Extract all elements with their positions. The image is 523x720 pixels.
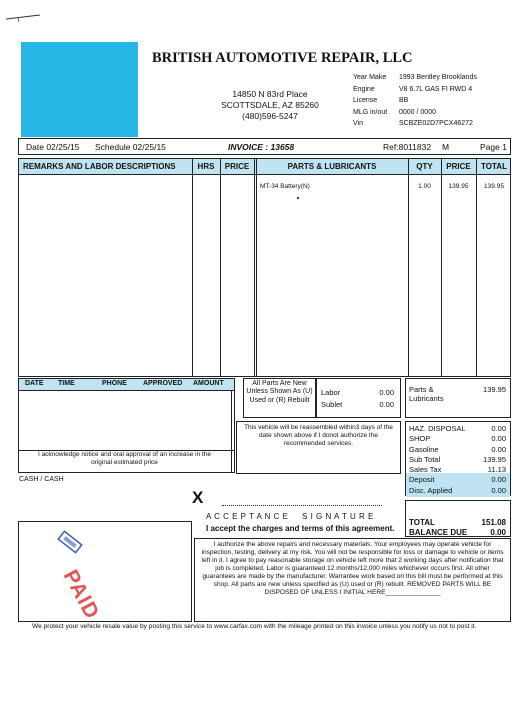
balance-due-value: 0.00 — [490, 528, 506, 537]
charge-value: 11.13 — [487, 465, 506, 475]
logo-block — [21, 42, 138, 137]
reassemble-notice: This vehicle will be reassembled within3 days of the date shown above if I donot authorize the recommended services. — [244, 424, 393, 447]
vehicle-values — [399, 72, 477, 130]
approval-col-phone: PHONE — [102, 380, 127, 387]
charge-label: Sales Tax — [409, 465, 442, 475]
shop-address-line1: 14850 N 83rd Place — [232, 89, 308, 99]
charge-label: SHOP — [409, 434, 431, 444]
shop-address-line2: SCOTTSDALE, AZ 85260 — [221, 100, 319, 111]
shop-name: BRITISH AUTOMOTIVE REPAIR, LLC — [152, 50, 413, 66]
balance-due-label: BALANCE DUE — [409, 528, 468, 537]
col-part-price: PRICE — [446, 162, 471, 171]
charge-value: 0.00 — [491, 485, 506, 495]
speck — [297, 197, 299, 199]
invoice-bar — [18, 138, 511, 155]
part-qty: 1.00 — [418, 183, 431, 190]
vehicle-mileage: 0000 / 0000 — [399, 108, 436, 116]
sublet-label: Sublet — [321, 400, 343, 409]
labor-value: 0.00 — [379, 388, 394, 397]
col-total: TOTAL — [481, 162, 507, 171]
parts-lubricants-value: 139.95 — [483, 385, 506, 394]
charge-value: 0.00 — [491, 424, 506, 433]
col-parts: PARTS & LUBRICANTS — [287, 162, 377, 171]
vehicle-year-make: 1993 Bentley Brooklands — [399, 74, 477, 81]
parts-lubricants-label: Parts & Lubricants — [409, 385, 444, 403]
col-qty: QTY — [416, 162, 433, 171]
approval-col-approved: APPROVED — [143, 380, 183, 387]
page-number: Page 1 — [480, 142, 507, 152]
approval-notice: I acknowledge notice and oral approval of an increase in the original estimated price — [37, 451, 212, 466]
ref-flag: M — [442, 142, 450, 152]
charge-label: Sub Total — [409, 454, 441, 464]
col-hrs: HRS — [197, 162, 215, 171]
vehicle-labels — [353, 72, 387, 130]
paid-stamp: PAID — [58, 566, 104, 624]
charge-labels — [409, 424, 466, 496]
authorization-box — [194, 538, 511, 622]
signature-x: X — [192, 488, 204, 507]
charge-label: HAZ. DISPOSAL — [409, 424, 466, 433]
vehicle-license: BB — [399, 97, 409, 104]
parts-lubricants-box — [405, 378, 511, 418]
charges-box — [405, 421, 511, 496]
schedule-date: Schedule 02/25/15 — [95, 142, 166, 152]
charge-value: 139.95 — [483, 454, 506, 464]
col-remarks: REMARKS AND LABOR DESCRIPTIONS — [23, 162, 176, 171]
charge-value: 0.00 — [491, 444, 506, 454]
total-value: 151.08 — [481, 518, 506, 527]
invoice-number: INVOICE : 13658 — [228, 142, 295, 152]
pen-mark — [4, 12, 44, 22]
signature-title: A C C E P T A N C E S I G N A T U R E — [206, 512, 374, 521]
labor-label: Labor — [321, 388, 341, 397]
signature-line[interactable] — [222, 505, 382, 506]
labor-sublet-box — [316, 378, 401, 418]
stamp-box — [18, 521, 192, 622]
approval-col-date: DATE — [25, 380, 44, 387]
invoice-date: Date 02/25/15 — [26, 142, 80, 152]
col-price: PRICE — [224, 162, 250, 171]
shop-address — [205, 89, 335, 122]
vehicle-label: Vin — [353, 120, 363, 127]
ref-number: Ref:8011832 — [383, 142, 432, 152]
signature-subtitle: I accept the charges and terms of this agreement. — [206, 524, 395, 533]
authorization-text: I authorize the above repairs and necessary materials. Your employees may operate vehicle for inspection, testing, delivery at my risk. You will not be responsible for loss or damage to vehicle or items left in it. I agree to pay reasonable storage on vehicle left more that 2 working days after notification that job is completed. Labor is guaranteed 12 months/12,000 miles whichever occurs first. All other guarantees are made by the manufacturer. Warrantee work based on this bill must be performed at this shop. All parts are new unless specified as (U) used or (R) rebuilt. REMOVED PARTS WILL BE DISPOSED OF UNLESS I INITIAL HERE_______________ — [201, 541, 504, 597]
vehicle-label: MLG in/out — [353, 108, 388, 116]
part-price: 139.95 — [448, 183, 469, 190]
total-label: TOTAL — [409, 518, 435, 527]
totals-box — [405, 500, 511, 537]
charge-label: Deposit — [409, 475, 435, 485]
sublet-value: 0.00 — [379, 400, 394, 409]
payment-method: CASH / CASH — [19, 476, 64, 483]
shop-phone: (480)596-5247 — [242, 111, 298, 122]
charge-value: 0.00 — [491, 434, 506, 444]
vehicle-label: Year Make — [353, 74, 387, 81]
charge-value: 0.00 — [491, 475, 506, 485]
blue-stamp-icon — [55, 530, 85, 554]
part-description: MT-34 Battery(N) — [260, 183, 310, 190]
vehicle-vin: SCBZE02D7PCX46272 — [399, 120, 473, 127]
footer-notice: We protect your vehicle resale value by posting this service to www.carfax.com with the mileage printed on this invoice unless you notify us not to post it. — [32, 623, 477, 630]
main-table — [18, 158, 511, 377]
approval-col-time: TIME — [58, 380, 75, 387]
charge-label: Gasoline — [409, 444, 439, 454]
part-total: 139.95 — [484, 183, 504, 190]
charge-label: Disc. Applied — [409, 485, 453, 495]
parts-notice: All Parts Are New Unless Shown As (U) Used or (R) Rebuilt — [246, 380, 313, 404]
vehicle-label: License — [353, 97, 378, 104]
approval-table — [18, 378, 235, 473]
vehicle-label: Engine — [353, 85, 375, 93]
vehicle-engine: V8 6.7L GAS FI RWD 4 — [399, 85, 473, 93]
approval-col-amount: AMOUNT — [193, 380, 224, 387]
charge-values — [483, 424, 506, 496]
reassemble-box — [236, 421, 401, 474]
parts-notice-box — [243, 378, 316, 418]
